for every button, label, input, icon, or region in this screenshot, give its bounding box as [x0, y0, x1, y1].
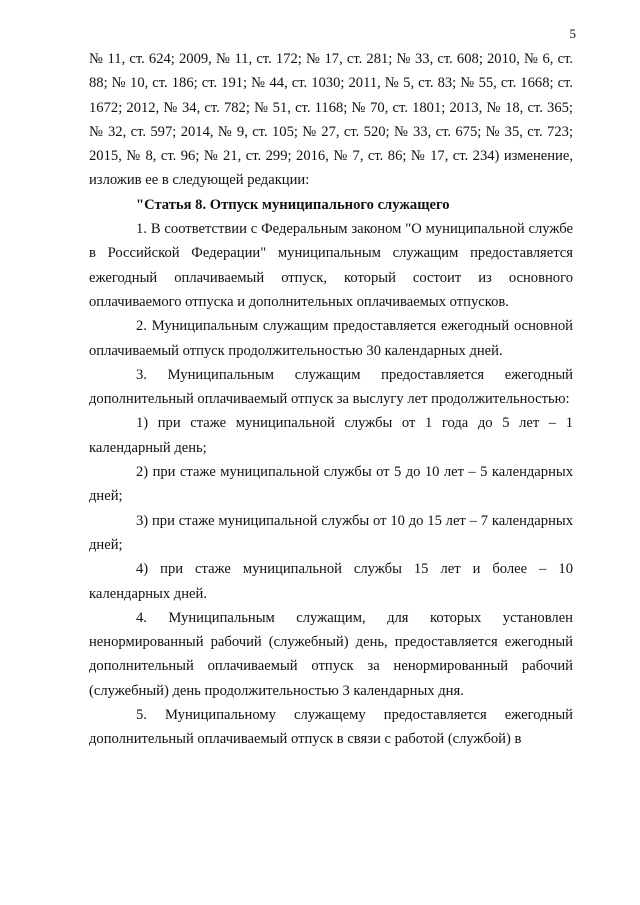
paragraph-continuation: № 11, ст. 624; 2009, № 11, ст. 172; № 17, ст. 281; № 33, ст. 608; 2010, № 6, ст. 88; № 10, ст. 186; ст. 191; № 44, ст. 1030; 2011, № 5, ст. 83; № 55, ст. 1668; ст. 1672; 2012, № 34, ст. 782; № 51, ст. 1168; № 70, ст. 1801; 2013, № 18, ст. 365; № 32, ст. 597; 2014, № 9, ст. 105; № 27, ст. 520; № 33, ст. 675; № 35, ст. 723; 2015, № 8, ст. 96; № 21, ст. 299; 2016, № 7, ст. 86; № 17, ст. 234) изменение, изложив ее в следующей редакции: [89, 51, 573, 189]
subitem-1: 1) при стаже муниципальной службы от 1 года до 5 лет – 1 календарный день; [89, 415, 573, 456]
subitem-3: 3) при стаже муниципальной службы от 10 до 15 лет – 7 календарных дней; [89, 512, 573, 553]
document-body [89, 47, 573, 752]
paragraph-item-4: 4. Муниципальным служащим, для которых установлен ненормированный рабочий (служебный) день, предоставляется ежегодный дополнительный оплачиваемый отпуск за ненормированный рабочий (служебный) день продолжительностью 3 календарных дня. [89, 609, 573, 699]
page-number: 5 [569, 26, 576, 41]
paragraph-item-2: 2. Муниципальным служащим предоставляется ежегодный основной оплачиваемый отпуск продолжительностью 30 календарных дней. [89, 318, 573, 359]
subitem-4: 4) при стаже муниципальной службы 15 лет и более – 10 календарных дней. [89, 561, 573, 602]
paragraph-item-1: 1. В соответствии с Федеральным законом "О муниципальной службе в Российской Федерации" муниципальным служащим предоставляется ежегодный оплачиваемый отпуск, который состоит из основного оплачиваемого отпуска и дополнительных оплачиваемых отпусков. [89, 221, 573, 310]
paragraph-item-3: 3. Муниципальным служащим предоставляется ежегодный дополнительный оплачиваемый отпуск за выслугу лет продолжительностью: [89, 366, 573, 408]
paragraph-item-5: 5. Муниципальному служащему предоставляется ежегодный дополнительный оплачиваемый отпуск в связи с работой (службой) в [89, 707, 573, 748]
article-title: "Статья 8. Отпуск муниципального служащего [136, 196, 450, 213]
subitem-2: 2) при стаже муниципальной службы от 5 до 10 лет – 5 календарных дней; [89, 464, 573, 505]
